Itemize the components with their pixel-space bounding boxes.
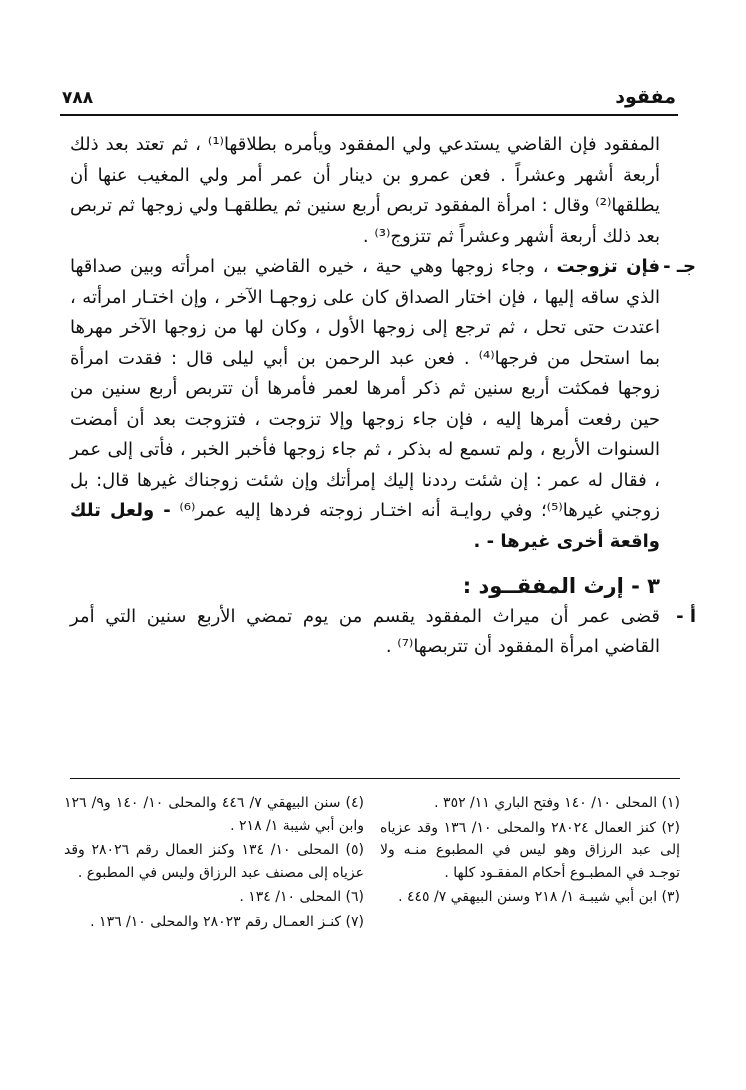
- footnote: (٣) ابن أبي شيبـة ١/ ٢١٨ وسنن البيهقي ٧/ ٤٤٥ .: [398, 889, 680, 905]
- header-rule: [60, 114, 678, 116]
- footnote: (٧) كنـز العمـال رقم ٢٨٠٢٣ والمحلى ١٠/ ١٣٦ .: [90, 913, 364, 930]
- item-jim-marker: جـ -: [663, 256, 696, 277]
- main-text: [70, 130, 696, 677]
- item-alif-text: قضى عمر أن ميراث المفقود يقسم من يوم تمضي الأربع سنين التي أمر القاضي امرأة المفقود أن تتربصها⁽⁷⁾ .: [70, 605, 660, 657]
- footnotes-left-column: [64, 792, 364, 935]
- item-jim: [70, 252, 696, 557]
- item-alif-marker: أ -: [676, 605, 696, 627]
- footnotes-right-column: [380, 792, 680, 911]
- footnote: (٢) كنز العمال ٢٨٠٢٤ والمحلى ١٠/ ١٣٦ وقد عزياه إلى عبد الرزاق وهو ليس في المطبوع منـه ولا توجـد في المطبـوع أحكام المفقـود كلها .: [380, 819, 680, 881]
- section-heading: ٣ - إرث المفقــود :: [462, 574, 660, 598]
- footnote: (٥) المحلى ١٠/ ١٣٤ وكنز العمال رقم ٢٨٠٢٦ وقد عزياه إلى مصنف عبد الرزاق وليس في المطبوع .: [64, 842, 364, 881]
- running-header: [62, 86, 676, 114]
- item-jim-lead: فإن تزوجت: [556, 256, 660, 277]
- footnote: (٦) المحلى ١٠/ ١٣٤ .: [239, 889, 364, 905]
- item-jim-text: ، وجاء زوجها وهي حية ، خيره القاضي بين امرأته وبين صداقها الذي ساقه إليها ، فإن اختار الصداق كان على زوجهـا الآخر ، وإن اختـار امرأته ، اعتدت حتى تحل ، ثم ترجع إلى زوجها الأول ، وكان لها من زوجها الآخر مهرها بما استحل من فرجها⁽⁴⁾ . فعن عبد الرحمن بن أبي ليلى قال : فقدت امرأة زوجها فمكثت أربع سنين ثم ذكر أمرها لعمر فأمرها أن تتربص أربع سنين من حين رفعت أمرها إليه ، فإن جاء زوجها وإلا تزوجت ، فتزوجت بعد أن أمضت السنوات الأربع ، ولم تسمع له بذكر ، ثم جاء زوجها فأخبر الخبر ، فأتى إلى عمر ، فقال له عمر : إن شئت رددنا إليك إمرأتك وإن شئت زوجناك غيرها قال: بل زوجني غيرها⁽⁵⁾؛ وفي روايـة أنه اختـار زوجته فردها إليه عمر⁽⁶⁾: [70, 256, 660, 521]
- paragraph-1: المفقود فإن القاضي يستدعي ولي المفقود ويأمره بطلاقها⁽¹⁾ ، ثم تعتد بعد ذلك أربعة أشهر وعشراً . فعن عمرو بن دينار أن عمر أمر ولي المغيب عنها أن يطلقها⁽²⁾ وقال : امرأة المفقود تربص أربع سنين ثم يطلقهـا ولي زوجها ثم تربص بعد ذلك أربعة أشهر وعشراً ثم تتزوج⁽³⁾ .: [70, 134, 660, 247]
- footnote-rule: [70, 778, 680, 779]
- item-alif: [70, 602, 696, 663]
- page-number: ٧٨٨: [62, 88, 94, 108]
- item-jim-closing: - ولعل تلك واقعة أخرى غيرها - .: [70, 500, 660, 552]
- footnote: (٤) سنن البيهقي ٧/ ٤٤٦ والمحلى ١٠/ ١٤٠ و٩/ ١٢٦ وابن أبي شيبة ١/ ٢١٨ .: [64, 795, 365, 834]
- running-header-title: مفقود: [615, 86, 676, 108]
- footnote: (١) المحلى ١٠/ ١٤٠ وفتح الباري ١١/ ٣٥٢ .: [434, 795, 680, 811]
